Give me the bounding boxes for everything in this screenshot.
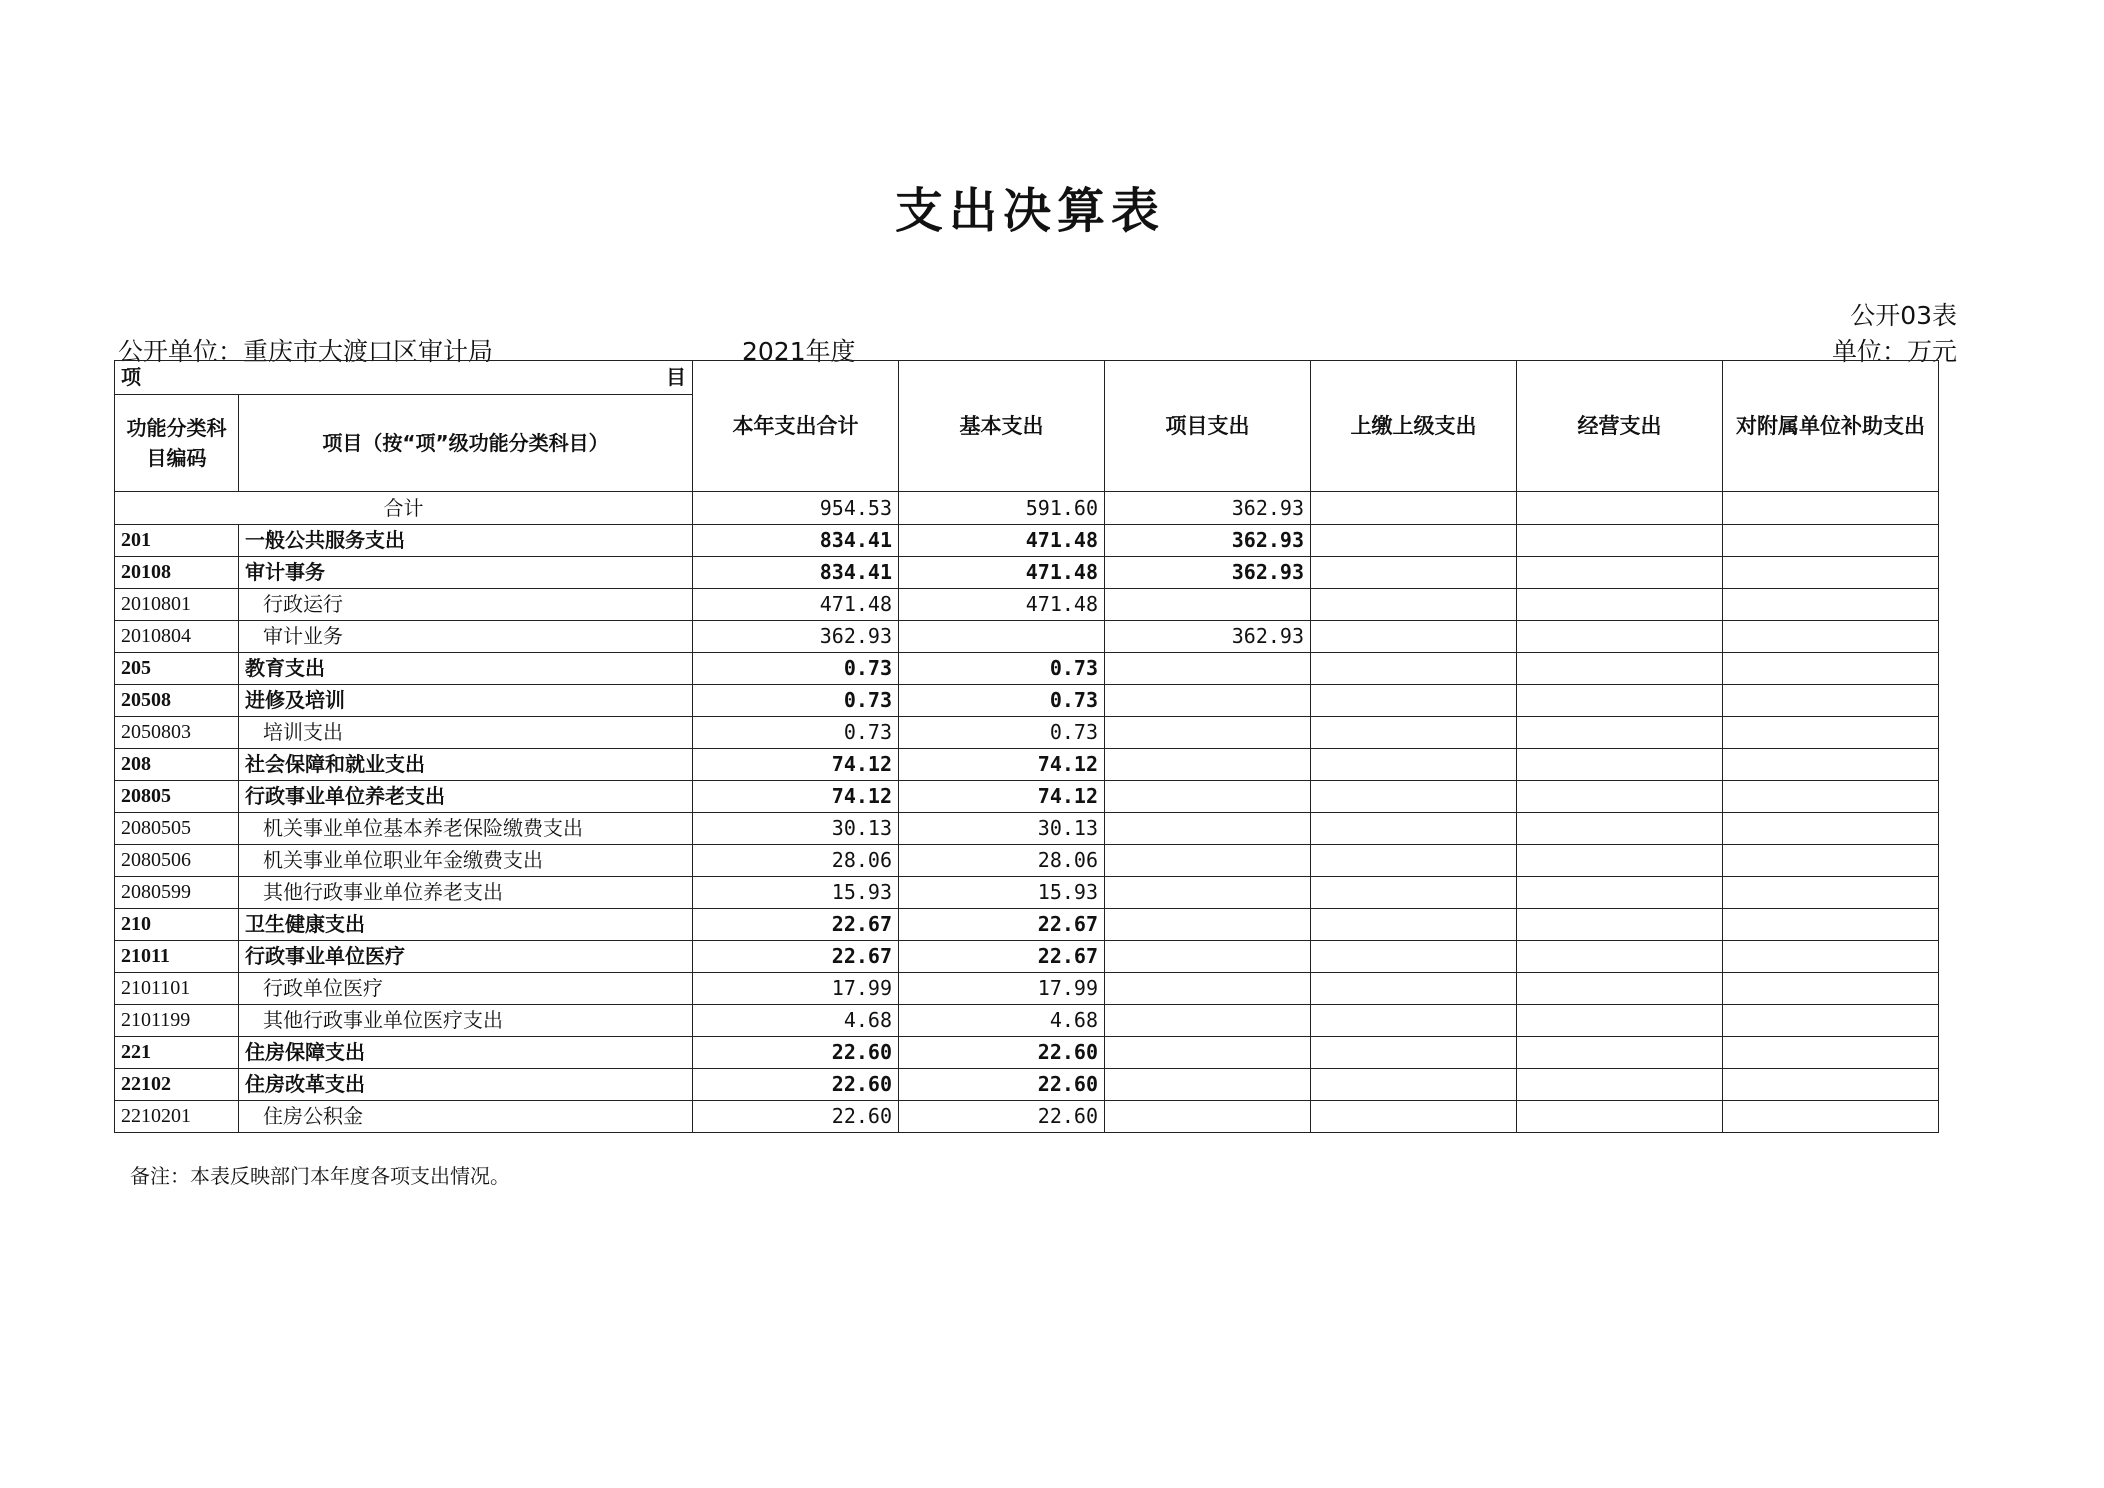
- row-value: 471.48: [693, 589, 899, 621]
- row-name: 一般公共服务支出: [239, 525, 693, 557]
- row-value: 22.60: [693, 1069, 899, 1101]
- row-value: 28.06: [899, 845, 1105, 877]
- table-header: [115, 361, 1939, 492]
- row-value: [1723, 1069, 1939, 1101]
- row-value: [1517, 749, 1723, 781]
- row-value: 22.60: [693, 1101, 899, 1133]
- row-value: [1723, 1101, 1939, 1133]
- row-code: 210: [115, 909, 239, 941]
- table-row: [115, 557, 1939, 589]
- footnote: 备注：本表反映部门本年度各项支出情况。: [130, 1164, 510, 1188]
- col-header-upper: 上缴上级支出: [1311, 361, 1517, 492]
- item-header: [115, 361, 693, 395]
- row-value: 22.67: [693, 941, 899, 973]
- row-value: [1723, 653, 1939, 685]
- row-code: 22102: [115, 1069, 239, 1101]
- table-row: [115, 781, 1939, 813]
- row-value: [1105, 877, 1311, 909]
- row-value: 30.13: [693, 813, 899, 845]
- table-row: [115, 909, 1939, 941]
- total-label: 合计: [115, 492, 693, 525]
- item-header-right: 目: [666, 364, 686, 389]
- table-row: [115, 1005, 1939, 1037]
- row-value: 362.93: [1105, 525, 1311, 557]
- row-value: 22.60: [899, 1101, 1105, 1133]
- row-value: [1311, 749, 1517, 781]
- row-value: [1311, 557, 1517, 589]
- row-value: 0.73: [693, 685, 899, 717]
- row-value: [1517, 909, 1723, 941]
- row-value: [1311, 717, 1517, 749]
- row-value: [1105, 845, 1311, 877]
- row-value: [1517, 973, 1723, 1005]
- row-code: 205: [115, 653, 239, 685]
- table-row: [115, 973, 1939, 1005]
- row-value: 0.73: [693, 717, 899, 749]
- row-code: 2210201: [115, 1101, 239, 1133]
- row-value: [1723, 749, 1939, 781]
- row-value: 362.93: [693, 621, 899, 653]
- row-value: 17.99: [899, 973, 1105, 1005]
- col-header-business: 经营支出: [1517, 361, 1723, 492]
- row-code: 20508: [115, 685, 239, 717]
- total-value: 591.60: [899, 492, 1105, 525]
- table-row: [115, 525, 1939, 557]
- row-name: 机关事业单位职业年金缴费支出: [239, 845, 693, 877]
- row-name: 其他行政事业单位医疗支出: [239, 1005, 693, 1037]
- total-value: 362.93: [1105, 492, 1311, 525]
- row-name: 住房改革支出: [239, 1069, 693, 1101]
- col-header-project: 项目支出: [1105, 361, 1311, 492]
- row-value: [1105, 717, 1311, 749]
- row-value: [1517, 1005, 1723, 1037]
- row-value: 4.68: [899, 1005, 1105, 1037]
- row-value: [1517, 877, 1723, 909]
- row-value: [1105, 1069, 1311, 1101]
- name-header: 项目（按“项”级功能分类科目）: [239, 394, 693, 491]
- table-row: [115, 1037, 1939, 1069]
- row-name: 住房保障支出: [239, 1037, 693, 1069]
- row-value: [1517, 813, 1723, 845]
- row-value: [1105, 589, 1311, 621]
- table-row: [115, 813, 1939, 845]
- row-value: [1105, 941, 1311, 973]
- row-value: 834.41: [693, 557, 899, 589]
- row-value: [1723, 909, 1939, 941]
- row-name: 行政运行: [239, 589, 693, 621]
- row-value: [1311, 1037, 1517, 1069]
- row-value: [1723, 685, 1939, 717]
- row-value: [1311, 877, 1517, 909]
- total-value: [1723, 492, 1939, 525]
- row-value: 22.60: [899, 1069, 1105, 1101]
- row-value: [1311, 909, 1517, 941]
- row-name: 其他行政事业单位养老支出: [239, 877, 693, 909]
- table-row: [115, 685, 1939, 717]
- row-value: [1517, 717, 1723, 749]
- row-name: 教育支出: [239, 653, 693, 685]
- row-value: [1311, 1069, 1517, 1101]
- row-value: [1105, 1037, 1311, 1069]
- row-value: 28.06: [693, 845, 899, 877]
- row-name: 行政单位医疗: [239, 973, 693, 1005]
- table-body: [115, 492, 1939, 1133]
- table-row: [115, 653, 1939, 685]
- row-code: 2080599: [115, 877, 239, 909]
- row-value: [1723, 589, 1939, 621]
- row-code: 2101101: [115, 973, 239, 1005]
- row-value: [1311, 685, 1517, 717]
- code-header: 功能分类科目编码: [115, 394, 239, 491]
- row-value: 17.99: [693, 973, 899, 1005]
- table-row: [115, 1101, 1939, 1133]
- row-value: [1105, 685, 1311, 717]
- row-name: 进修及培训: [239, 685, 693, 717]
- row-value: [1311, 1101, 1517, 1133]
- row-value: [1311, 1005, 1517, 1037]
- item-header-left: 项: [121, 364, 141, 389]
- row-value: [1723, 845, 1939, 877]
- row-value: 22.60: [693, 1037, 899, 1069]
- row-value: 22.67: [899, 909, 1105, 941]
- row-code: 20108: [115, 557, 239, 589]
- row-value: [1723, 781, 1939, 813]
- row-value: [1105, 653, 1311, 685]
- row-value: [1517, 557, 1723, 589]
- row-value: [1105, 813, 1311, 845]
- col-header-subsidy: 对附属单位补助支出: [1723, 361, 1939, 492]
- table-row: [115, 589, 1939, 621]
- row-value: 74.12: [693, 781, 899, 813]
- row-value: 0.73: [899, 653, 1105, 685]
- row-value: [1105, 1101, 1311, 1133]
- row-code: 2101199: [115, 1005, 239, 1037]
- row-code: 2080506: [115, 845, 239, 877]
- table-row: [115, 845, 1939, 877]
- total-value: [1311, 492, 1517, 525]
- row-value: 4.68: [693, 1005, 899, 1037]
- row-value: [1311, 621, 1517, 653]
- row-value: [1517, 1037, 1723, 1069]
- row-value: 74.12: [693, 749, 899, 781]
- row-value: [1311, 941, 1517, 973]
- row-code: 208: [115, 749, 239, 781]
- row-value: 0.73: [693, 653, 899, 685]
- row-value: 0.73: [899, 717, 1105, 749]
- row-value: 30.13: [899, 813, 1105, 845]
- form-number: 公开03表: [1850, 301, 1957, 330]
- row-code: 2010804: [115, 621, 239, 653]
- row-value: [1723, 1005, 1939, 1037]
- row-value: 22.67: [693, 909, 899, 941]
- table-row: [115, 621, 1939, 653]
- col-header-basic: 基本支出: [899, 361, 1105, 492]
- row-value: [1723, 973, 1939, 1005]
- row-name: 机关事业单位基本养老保险缴费支出: [239, 813, 693, 845]
- row-value: [1517, 845, 1723, 877]
- row-value: [1517, 621, 1723, 653]
- row-value: [1517, 941, 1723, 973]
- row-value: [1105, 781, 1311, 813]
- row-value: 15.93: [899, 877, 1105, 909]
- row-value: [1311, 781, 1517, 813]
- row-value: 362.93: [1105, 621, 1311, 653]
- row-value: 74.12: [899, 749, 1105, 781]
- row-name: 审计事务: [239, 557, 693, 589]
- table-row: [115, 749, 1939, 781]
- row-value: 471.48: [899, 589, 1105, 621]
- row-value: 471.48: [899, 557, 1105, 589]
- row-value: [1105, 1005, 1311, 1037]
- col-header-total: 本年支出合计: [693, 361, 899, 492]
- row-name: 行政事业单位养老支出: [239, 781, 693, 813]
- page-title: 支出决算表: [894, 183, 1165, 239]
- row-name: 社会保障和就业支出: [239, 749, 693, 781]
- row-value: [1517, 1101, 1723, 1133]
- table-row: [115, 1069, 1939, 1101]
- row-value: [1311, 813, 1517, 845]
- fiscal-year: 2021年度: [742, 337, 856, 366]
- row-value: 0.73: [899, 685, 1105, 717]
- row-name: 审计业务: [239, 621, 693, 653]
- row-code: 201: [115, 525, 239, 557]
- row-value: 74.12: [899, 781, 1105, 813]
- table-row: [115, 941, 1939, 973]
- row-code: 21011: [115, 941, 239, 973]
- row-name: 卫生健康支出: [239, 909, 693, 941]
- row-value: 22.60: [899, 1037, 1105, 1069]
- row-code: 2050803: [115, 717, 239, 749]
- row-value: 471.48: [899, 525, 1105, 557]
- row-value: [1105, 973, 1311, 1005]
- row-value: [1723, 1037, 1939, 1069]
- row-value: [1723, 557, 1939, 589]
- row-value: [1723, 717, 1939, 749]
- reporting-unit: 公开单位：重庆市大渡口区审计局: [118, 337, 494, 366]
- row-code: 2080505: [115, 813, 239, 845]
- table-row: [115, 717, 1939, 749]
- row-name: 培训支出: [239, 717, 693, 749]
- row-value: [1517, 653, 1723, 685]
- row-code: 2010801: [115, 589, 239, 621]
- row-value: [1517, 589, 1723, 621]
- row-value: [1105, 909, 1311, 941]
- row-value: [1517, 685, 1723, 717]
- row-value: [1311, 653, 1517, 685]
- row-value: [1311, 589, 1517, 621]
- row-name: 住房公积金: [239, 1101, 693, 1133]
- row-value: [1311, 525, 1517, 557]
- currency-unit: 单位：万元: [1831, 337, 1957, 366]
- row-value: [1723, 813, 1939, 845]
- total-value: [1517, 492, 1723, 525]
- row-value: [1723, 525, 1939, 557]
- row-value: 834.41: [693, 525, 899, 557]
- row-value: [1723, 877, 1939, 909]
- row-value: [899, 621, 1105, 653]
- total-row: [115, 492, 1939, 525]
- row-name: 行政事业单位医疗: [239, 941, 693, 973]
- table-row: [115, 877, 1939, 909]
- row-code: 221: [115, 1037, 239, 1069]
- row-value: [1517, 525, 1723, 557]
- row-value: [1311, 845, 1517, 877]
- row-value: [1517, 781, 1723, 813]
- total-value: 954.53: [693, 492, 899, 525]
- row-value: 22.67: [899, 941, 1105, 973]
- row-value: [1105, 749, 1311, 781]
- row-value: [1311, 973, 1517, 1005]
- row-value: [1517, 1069, 1723, 1101]
- row-value: [1723, 621, 1939, 653]
- row-code: 20805: [115, 781, 239, 813]
- expenditure-table: [114, 360, 1939, 1133]
- row-value: 362.93: [1105, 557, 1311, 589]
- row-value: 15.93: [693, 877, 899, 909]
- row-value: [1723, 941, 1939, 973]
